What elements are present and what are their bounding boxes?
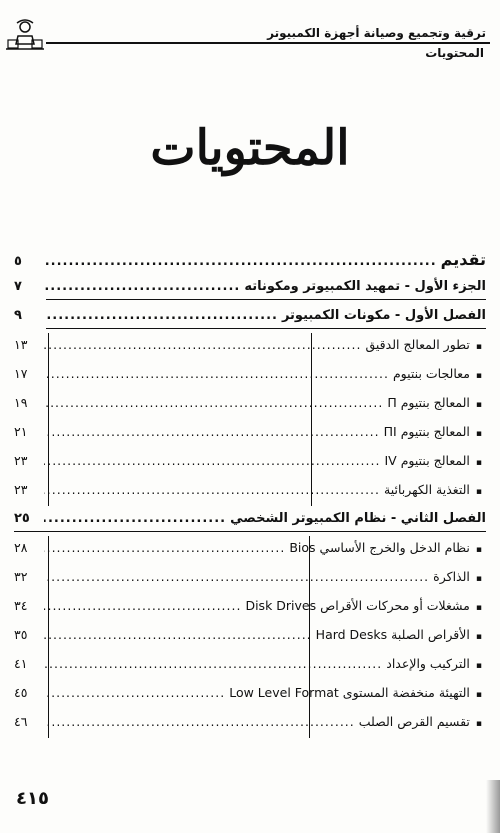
toc-subentry xyxy=(14,540,486,569)
running-header-section: المحتويات xyxy=(425,46,484,60)
toc-entry-label: ▪ الأقراص الصلبة Hard Desks xyxy=(316,627,482,642)
toc-page-number: ٢٣ xyxy=(14,482,28,497)
toc-page-number: ٥ xyxy=(14,254,22,269)
toc-page-number: ٢٣ xyxy=(14,453,28,468)
toc-page-number: ٣٢ xyxy=(14,569,28,584)
toc-entry-label: تقديم xyxy=(440,250,486,269)
toc-entry-label: ▪ التركيب والإعداد xyxy=(386,656,482,671)
running-header-title: ترقية وتجميع وصيانة أجهزة الكمبيوتر xyxy=(267,26,486,40)
toc-subentry xyxy=(14,453,486,482)
toc-leader-dots xyxy=(44,279,240,294)
toc-leader-dots xyxy=(44,308,278,323)
toc-page-number: ٩ xyxy=(14,308,22,323)
toc-page-number: ١٣ xyxy=(14,337,28,352)
toc-leader-dots xyxy=(44,453,380,468)
toc-subentry xyxy=(14,598,486,627)
chapter-one-bracket xyxy=(311,333,312,506)
toc-entry-label: ▪ مشغلات أو محركات الأقراص Disk Drives xyxy=(245,598,482,613)
toc-leader-dots xyxy=(44,337,361,352)
toc-subentry xyxy=(14,395,486,424)
heading-underline xyxy=(46,299,486,300)
toc-leader-dots xyxy=(44,482,380,497)
toc-entry-label: الفصل الثاني - نظام الكمبيوتر الشخصي xyxy=(230,511,486,526)
toc-leader-dots xyxy=(44,540,285,555)
toc-page-number: ٤٥ xyxy=(14,685,28,700)
header-rule xyxy=(46,42,490,44)
toc-leader-dots xyxy=(44,395,383,410)
toc-entry-label: ▪ التهيئة منخفضة المستوى Low Level Format xyxy=(229,685,482,700)
toc-page-number: ٣٤ xyxy=(14,598,28,613)
toc-leader-dots xyxy=(44,254,437,269)
page-title: المحتويات xyxy=(150,120,350,176)
toc-leader-dots xyxy=(44,424,380,439)
toc-subentry xyxy=(14,482,486,511)
table-of-contents xyxy=(14,250,486,743)
toc-subentry xyxy=(14,685,486,714)
toc-subentry xyxy=(14,569,486,598)
toc-subentry xyxy=(14,656,486,685)
toc-entry-label: الجزء الأول - تمهيد الكمبيوتر ومكوناته xyxy=(244,279,486,294)
toc-entry xyxy=(14,250,486,279)
toc-subentry xyxy=(14,714,486,743)
toc-leader-dots xyxy=(44,511,226,526)
toc-entry-label: ▪ المعالج بنتيوم ΠI xyxy=(384,424,482,439)
toc-entry-label: ▪ معالجات بنتيوم xyxy=(393,366,482,381)
toc-page-number: ١٧ xyxy=(14,366,28,381)
toc-page-number: ٣٥ xyxy=(14,627,28,642)
toc-entry-label: ▪ تقسيم القرص الصلب xyxy=(359,714,482,729)
toc-leader-dots xyxy=(44,627,312,642)
toc-subentry xyxy=(14,627,486,656)
toc-entry-label: ▪ المعالج بنتيوم Π xyxy=(387,395,482,410)
toc-entry-label: ▪ المعالج بنتيوم IV xyxy=(384,453,482,468)
toc-subentry xyxy=(14,366,486,395)
toc-leader-dots xyxy=(44,685,225,700)
toc-entry-label: ▪ تطور المعالج الدقيق xyxy=(365,337,482,352)
toc-entry-label: ▪ الذاكرة xyxy=(433,569,482,584)
toc-page-number: ٢٨ xyxy=(14,540,28,555)
toc-page-number: ٢٥ xyxy=(14,511,30,526)
toc-entry-label: ▪ نظام الدخل والخرج الأساسي Bios xyxy=(289,540,482,555)
chapter-two-bracket xyxy=(48,536,49,738)
chapter-two-bracket xyxy=(309,536,310,738)
engineer-at-computer-icon xyxy=(6,18,44,52)
toc-subentry xyxy=(14,424,486,453)
heading-underline xyxy=(14,531,486,532)
heading-underline xyxy=(46,328,486,329)
toc-page-number: ١٩ xyxy=(14,395,28,410)
toc-leader-dots xyxy=(44,598,241,613)
toc-subentry xyxy=(14,337,486,366)
toc-page-number: ٧ xyxy=(14,279,22,294)
toc-leader-dots xyxy=(44,656,382,671)
toc-page-number: ٤٦ xyxy=(14,714,28,729)
page-number: ٤١٥ xyxy=(16,788,49,809)
scan-edge-shadow xyxy=(486,780,500,833)
toc-entry-label: ▪ التغذية الكهربائية xyxy=(384,482,482,497)
toc-entry xyxy=(14,308,486,337)
toc-leader-dots xyxy=(44,569,429,584)
toc-entry-label: الفصل الأول - مكونات الكمبيوتر xyxy=(281,308,486,323)
toc-entry xyxy=(14,279,486,308)
toc-leader-dots xyxy=(44,366,389,381)
toc-entry xyxy=(14,511,486,540)
toc-page-number: ٤١ xyxy=(14,656,28,671)
chapter-one-bracket xyxy=(48,333,49,506)
toc-page-number: ٢١ xyxy=(14,424,28,439)
